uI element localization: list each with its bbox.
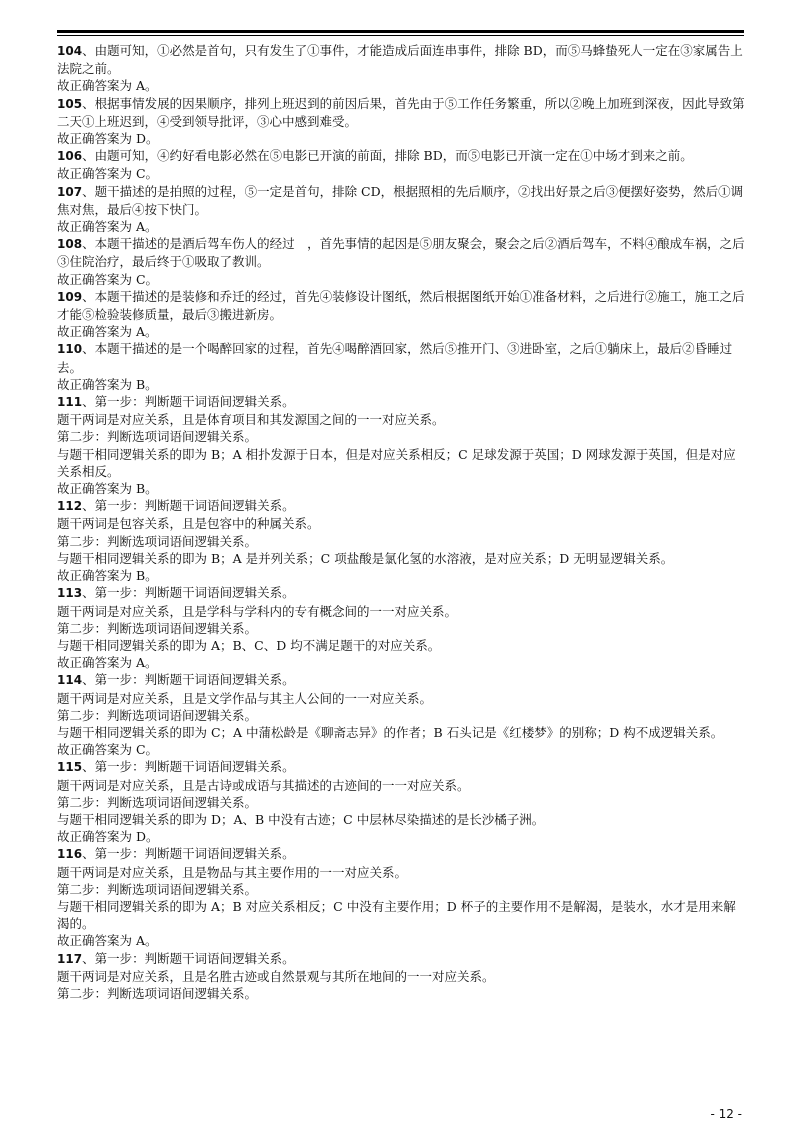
line-text: 、第一步：判断题干词语间逻辑关系。 xyxy=(82,585,295,601)
explanation-item xyxy=(57,235,747,288)
item-line: 题干两词是对应关系，且是名胜古迹或自然景观与其所在地间的一一对应关系。 xyxy=(57,968,495,984)
item-line: 故正确答案为 C。 xyxy=(57,742,159,758)
item-line: 第二步：判断选项词语间逻辑关系。 xyxy=(57,881,258,897)
item-first-line xyxy=(57,147,747,165)
question-number: 113 xyxy=(57,586,83,601)
item-first-line xyxy=(57,671,747,689)
explanation-item xyxy=(57,183,747,236)
item-line: 故正确答案为 B。 xyxy=(57,481,158,497)
line-text: 、由题可知，④约好看电影必然在⑤电影已开演的前面，排除 BD，而⑤电影已开演一定在①中场才到来之前。 xyxy=(82,148,693,164)
item-line: 故正确答案为 B。 xyxy=(57,568,158,584)
item-line: 故正确答案为 A。 xyxy=(57,655,158,671)
explanation-item xyxy=(57,845,747,949)
item-line: 与题干相同逻辑关系的即为 C；A 中蒲松龄是《聊斋志异》的作者；B 石头记是《红楼梦》的别称；D 构不成逻辑关系。 xyxy=(57,724,724,740)
explanation-item xyxy=(57,288,747,341)
item-line: 故正确答案为 A。 xyxy=(57,324,158,340)
question-number: 107 xyxy=(57,184,83,199)
item-line: 与题干相同逻辑关系的即为 A；B 对应关系相反；C 中没有主要作用；D 杯子的主要作用不是解渴，是装水，水才是用来解渴的。 xyxy=(57,898,736,932)
line-text: 、由题可知，①必然是首句，只有发生了①事件，才能造成后面连串事件，排除 BD，而⑤马蜂蛰死人一定在③家属告上法院之前。 xyxy=(57,43,743,77)
line-text: 、题干描述的是拍照的过程，⑤一定是首句，排除 CD，根据照相的先后顺序，②找出好景之后③便摆好姿势，然后①调焦对焦，最后④按下快门。 xyxy=(57,183,744,217)
item-line: 故正确答案为 D。 xyxy=(57,829,159,845)
item-first-line xyxy=(57,950,747,968)
item-first-line xyxy=(57,42,747,77)
item-first-line xyxy=(57,183,747,218)
line-text: 、根据事情发展的因果顺序，排列上班迟到的前因后果，首先由于⑤工作任务繁重，所以②晚上加班到深夜，因此导致第二天①上班迟到，④受到领导批评，③心中感到难受。 xyxy=(57,95,745,129)
line-text: 、本题干描述的是酒后驾车伤人的经过 ，首先事情的起因是⑤朋友聚会，聚会之后②酒后驾车，不料④酿成车祸，之后③住院治疗，最后终于①吸取了教训。 xyxy=(57,236,745,270)
explanation-item xyxy=(57,340,747,393)
item-line: 第二步：判断选项词语间逻辑关系。 xyxy=(57,985,258,1001)
item-line: 第二步：判断选项词语间逻辑关系。 xyxy=(57,533,258,549)
line-text: 、第一步：判断题干词语间逻辑关系。 xyxy=(82,759,295,775)
question-number: 108 xyxy=(57,237,83,252)
item-line: 题干两词是对应关系，且是体育项目和其发源国之间的一一对应关系。 xyxy=(57,412,445,428)
question-number: 109 xyxy=(57,289,83,304)
explanation-item xyxy=(57,497,747,584)
item-line: 故正确答案为 A。 xyxy=(57,78,158,94)
question-number: 104 xyxy=(57,44,83,58)
item-line: 与题干相同逻辑关系的即为 B；A 相扑发源于日本，但是对应关系相反；C 足球发源于英国；D 网球发源于英国，但是对应关系相反。 xyxy=(57,446,736,479)
header-rule-thin xyxy=(57,35,744,36)
header-rule-thick xyxy=(57,30,744,33)
item-line: 故正确答案为 D。 xyxy=(57,131,159,147)
item-first-line xyxy=(57,497,747,515)
item-line: 题干两词是对应关系，且是文学作品与其主人公间的一一对应关系。 xyxy=(57,690,433,706)
item-first-line xyxy=(57,845,747,863)
item-line: 题干两词是对应关系，且是学科与学科内的专有概念间的一一对应关系。 xyxy=(57,603,458,619)
explanation-item xyxy=(57,42,747,95)
item-first-line xyxy=(57,758,747,776)
explanation-item xyxy=(57,671,747,758)
explanation-item xyxy=(57,950,747,1003)
line-text: 、第一步：判断题干词语间逻辑关系。 xyxy=(82,950,295,966)
item-first-line xyxy=(57,393,747,411)
item-line: 题干两词是包容关系，且是包容中的种属关系。 xyxy=(57,516,320,532)
item-line: 与题干相同逻辑关系的即为 B；A 是并列关系；C 项盐酸是氯化氢的水溶液，是对应关系；D 无明显逻辑关系。 xyxy=(57,550,674,566)
item-line: 题干两词是对应关系，且是古诗或成语与其描述的古迹间的一一对应关系。 xyxy=(57,777,470,793)
line-text: 、第一步：判断题干词语间逻辑关系。 xyxy=(82,498,295,514)
question-number: 116 xyxy=(57,847,83,862)
item-line: 与题干相同逻辑关系的即为 D；A、B 中没有古迹；C 中层林尽染描述的是长沙橘子洲。 xyxy=(57,811,545,827)
item-first-line xyxy=(57,340,747,375)
item-line: 第二步：判断选项词语间逻辑关系。 xyxy=(57,620,258,636)
item-first-line xyxy=(57,235,747,270)
question-number: 117 xyxy=(57,951,83,966)
question-number: 106 xyxy=(57,149,83,164)
item-line: 故正确答案为 C。 xyxy=(57,271,159,287)
question-number: 114 xyxy=(57,673,83,688)
explanation-item xyxy=(57,584,747,671)
line-text: 、本题干描述的是一个喝醉回家的过程，首先④喝醉酒回家，然后⑤推开门、③进卧室，之后①躺床上，最后②昏睡过去。 xyxy=(57,341,733,375)
explanation-item xyxy=(57,147,747,182)
line-text: 、本题干描述的是装修和乔迁的经过，首先④装修设计图纸，然后根据图纸开始①准备材料，之后进行②施工，施工之后才能⑤检验装修质量，最后③搬进新房。 xyxy=(57,288,745,323)
item-line: 与题干相同逻辑关系的即为 A；B、C、D 均不满足题干的对应关系。 xyxy=(57,637,441,653)
explanation-item xyxy=(57,95,747,148)
line-text: 、第一步：判断题干词语间逻辑关系。 xyxy=(82,394,295,410)
question-number: 115 xyxy=(57,760,83,775)
item-first-line xyxy=(57,584,747,602)
page-number: - 12 - xyxy=(710,1107,742,1121)
item-line: 第二步：判断选项词语间逻辑关系。 xyxy=(57,707,258,723)
explanation-item xyxy=(57,758,747,845)
item-first-line xyxy=(57,288,747,323)
item-first-line xyxy=(57,95,747,130)
item-line: 故正确答案为 C。 xyxy=(57,166,159,182)
question-number: 112 xyxy=(57,499,83,514)
question-number: 105 xyxy=(57,96,83,111)
item-line: 故正确答案为 B。 xyxy=(57,376,158,392)
explanation-item xyxy=(57,393,747,497)
answer-explanations xyxy=(57,42,747,1002)
question-number: 110 xyxy=(57,342,83,357)
line-text: 、第一步：判断题干词语间逻辑关系。 xyxy=(82,672,295,688)
line-text: 、第一步：判断题干词语间逻辑关系。 xyxy=(82,846,295,862)
item-line: 第二步：判断选项词语间逻辑关系。 xyxy=(57,794,258,810)
item-line: 题干两词是对应关系，且是物品与其主要作用的一一对应关系。 xyxy=(57,864,408,880)
question-number: 111 xyxy=(57,395,83,410)
item-line: 故正确答案为 A。 xyxy=(57,933,158,949)
item-line: 故正确答案为 A。 xyxy=(57,219,158,235)
item-line: 第二步：判断选项词语间逻辑关系。 xyxy=(57,429,258,445)
